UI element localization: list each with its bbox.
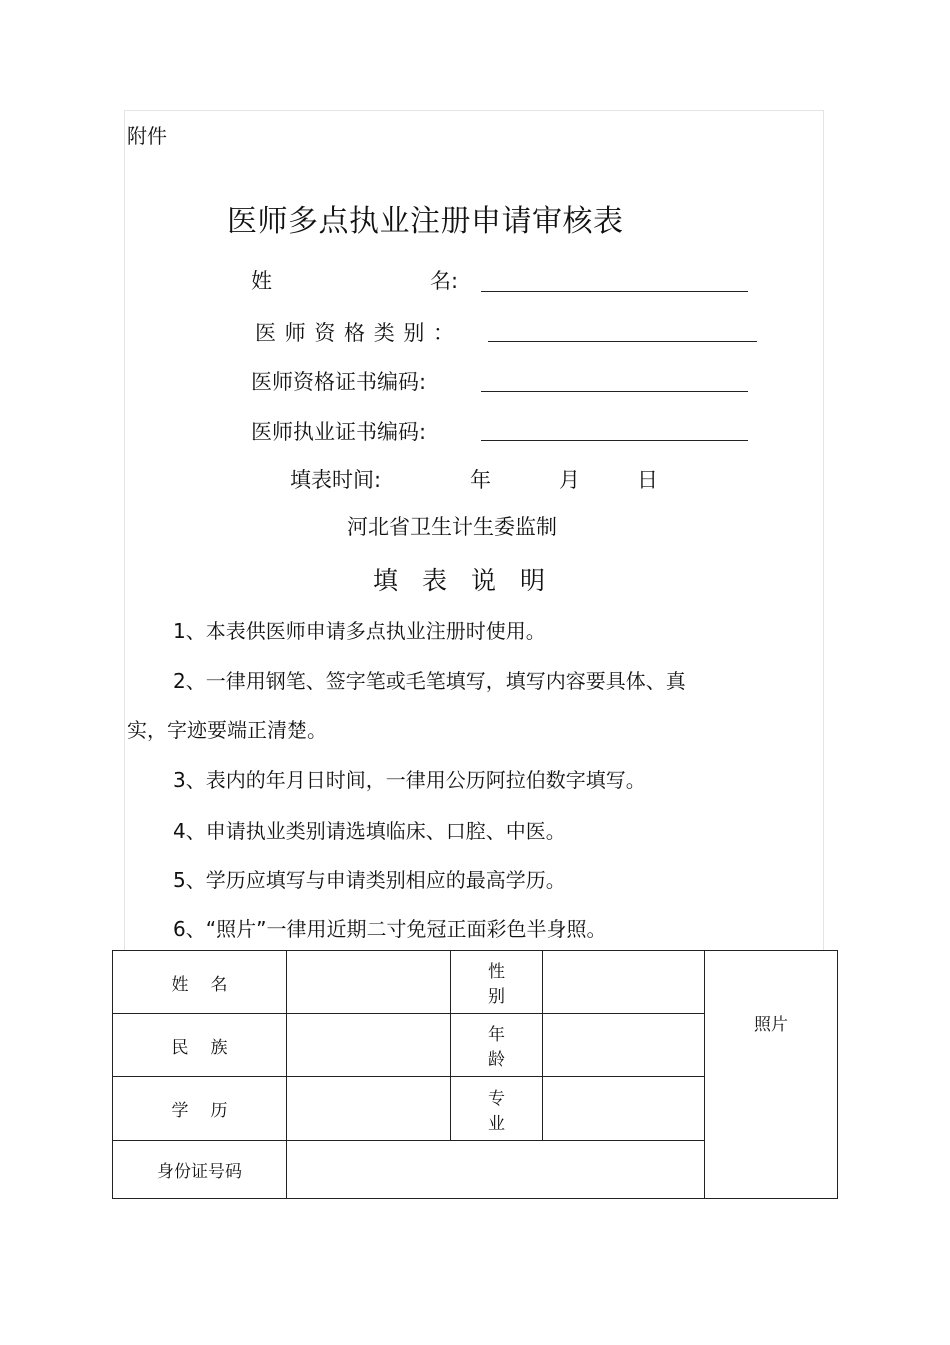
name-field-line[interactable] [481,291,748,292]
ethnicity-value-cell[interactable] [287,1014,451,1077]
attachment-label: 附件 [127,124,167,148]
organization-label: 河北省卫生计生委监制 [347,515,557,539]
id-number-value-cell[interactable] [287,1141,705,1199]
instruction-item: 1、本表供医师申请多点执业注册时使用。 [173,619,546,643]
photo-label: 照片 [754,1015,788,1035]
year-label: 年 [470,468,491,492]
instructions-title: 填表说明 [373,566,570,595]
name-label-char1: 姓 [251,269,272,293]
photo-cell[interactable] [705,951,838,1199]
major-value-cell[interactable] [543,1077,705,1141]
ethnicity-header-cell: 民族 [113,1014,287,1077]
gender-header-cell: 性别 [451,951,543,1014]
instruction-item: 4、申请执业类别请选填临床、口腔、中医。 [173,819,566,843]
day-label: 日 [637,468,658,492]
major-header-cell: 专业 [451,1077,543,1141]
practice-cert-label: 医师执业证书编码: [251,420,427,444]
qualification-category-line[interactable] [488,341,757,342]
fill-date-label: 填表时间: [290,468,382,492]
instruction-item-continued: 实，字迹要端正清楚。 [127,718,327,742]
instruction-item: 2、一律用钢笔、签字笔或毛笔填写，填写内容要具体、真 [173,669,686,693]
qualification-cert-label: 医师资格证书编码: [251,370,427,394]
age-header-cell: 年龄 [451,1014,543,1077]
instruction-item: 6、“照片”一律用近期二寸免冠正面彩色半身照。 [173,917,607,941]
gender-value-cell[interactable] [543,951,705,1014]
name-label-char2: 名: [430,269,459,293]
practice-cert-line[interactable] [481,440,748,441]
instruction-item: 5、学历应填写与申请类别相应的最高学历。 [173,868,566,892]
month-label: 月 [559,468,580,492]
name-value-cell[interactable] [287,951,451,1014]
form-title: 医师多点执业注册申请审核表 [227,204,624,239]
instruction-item: 3、表内的年月日时间，一律用公历阿拉伯数字填写。 [173,768,646,792]
education-value-cell[interactable] [287,1077,451,1141]
qualification-category-label: 医 师 资 格 类 别 ： [255,321,456,345]
id-number-header-cell: 身份证号码 [113,1141,287,1199]
age-value-cell[interactable] [543,1014,705,1077]
applicant-info-table [112,950,838,1199]
qualification-cert-line[interactable] [481,391,748,392]
education-header-cell: 学历 [113,1077,287,1141]
name-header-cell: 姓名 [113,951,287,1014]
